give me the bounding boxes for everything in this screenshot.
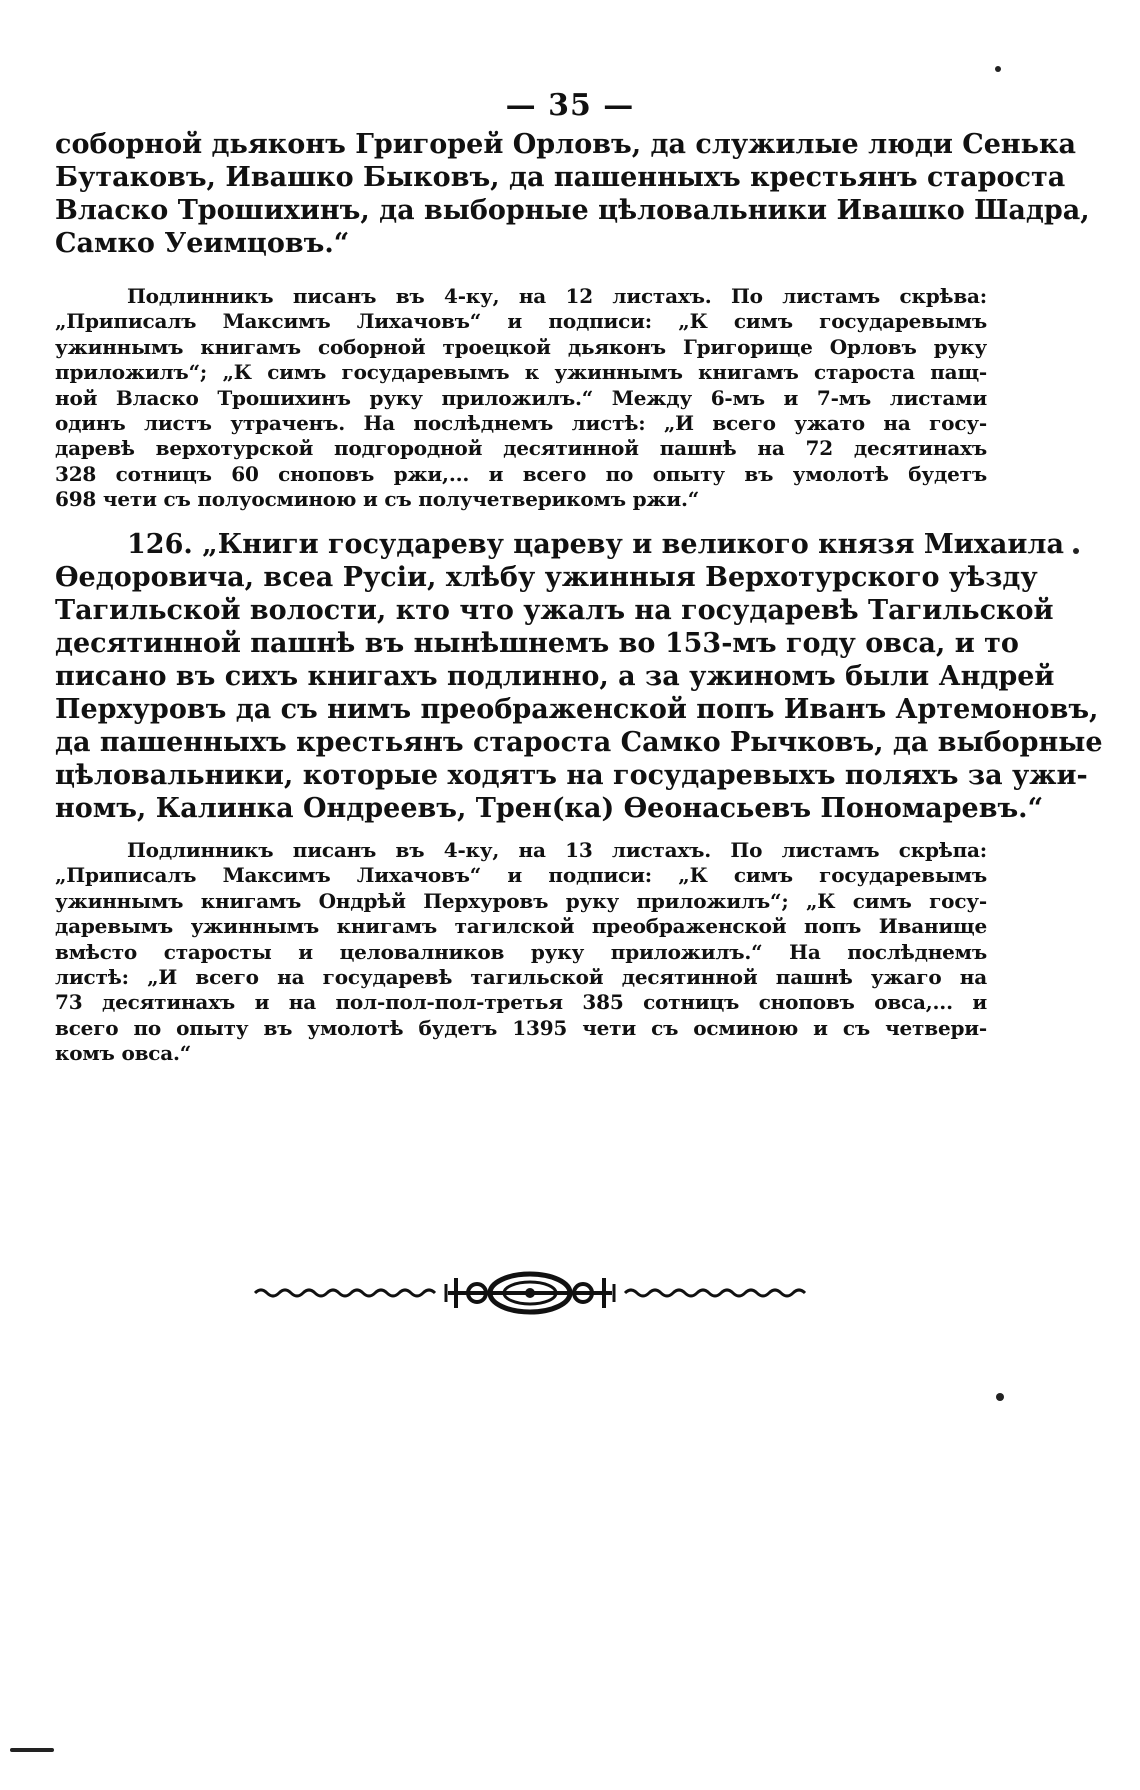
paragraph-continuation [55, 128, 1090, 260]
text-line: соборной дьяконъ Григорей Орловъ, да служилые люди Сенька [55, 129, 1077, 160]
text-line: номъ, Калинка Ондреевъ, Трен(ка) Өеонасьевъ Пономаревъ.“ [55, 793, 1044, 824]
text-line: одинъ листъ утраченъ. На послѣднемъ листѣ: „И всего ужато на госу- [55, 411, 987, 436]
text-line: листѣ: „И всего на государевѣ тагильской десятинной пашнѣ ужаго на [55, 965, 987, 990]
text-line: вмѣсто старосты и целовалников руку приложилъ.“ На послѣднемъ [55, 939, 987, 964]
scan-speck [996, 1393, 1004, 1401]
text-line: „Приписалъ Максимъ Лихачовъ“ и подписи: „К симъ государевымъ [55, 863, 987, 888]
text-line: даревымъ ужиннымъ книгамъ тагилской преображенской попъ Иванище [55, 914, 987, 939]
text-line: Самко Уеимцовъ.“ [55, 228, 350, 259]
text-line: даревѣ верхотурской подгородной десятинной пашнѣ на 72 десятинахъ [55, 436, 987, 461]
scan-speck [1073, 548, 1079, 554]
text-line: ужиннымъ книгамъ соборной троецкой дьяконъ Григорище Орловъ руку [55, 334, 987, 359]
scan-mark [10, 1748, 54, 1752]
text-line: всего по опыту въ умолотѣ будетъ 1395 чети съ осминою и съ четвери- [55, 1015, 987, 1040]
text-line: Бутаковъ, Ивашко Быковъ, да пашенныхъ крестьянъ староста [55, 162, 1066, 193]
text-line: Өедоровича, всеа Русіи, хлѣбу ужинныя Верхотурского уѣзду [55, 562, 1038, 593]
text-line: ной Власко Трошихинъ руку приложилъ.“ Между 6-мъ и 7-мъ листами [55, 385, 987, 410]
source-note-2 [55, 838, 987, 1067]
entry-126 [55, 528, 1103, 825]
page-number: — 35 — [505, 88, 635, 123]
text-line: Подлинникъ писанъ въ 4-ку, на 13 листахъ. По листамъ скрѣпа: [127, 838, 987, 862]
text-line: ужиннымъ книгамъ Ондрѣй Перхуровъ руку приложилъ“; „К симъ госу- [55, 888, 987, 913]
text-line: приложилъ“; „К симъ государевымъ к ужиннымъ книгамъ староста пащ- [55, 360, 987, 385]
text-line: Тагильской волости, кто что ужалъ на государевѣ Тагильской [55, 595, 1054, 626]
text-line: Перхуровъ да съ нимъ преображенской попъ Иванъ Артемоновъ, [55, 694, 1099, 725]
text-line: десятинной пашнѣ въ нынѣшнемъ во 153-мъ году овса, и то [55, 628, 1019, 659]
text-line: 698 чети съ полуосминою и съ получетверикомъ ржи.“ [55, 487, 700, 512]
text-line: „Приписалъ Максимъ Лихачовъ“ и подписи: „К симъ государевымъ [55, 309, 987, 334]
text-line: 126. „Книги государеву цареву и великого князя Михаила [127, 529, 1064, 560]
text-line: цѣловальники, которые ходятъ на государевыхъ поляхъ за ужи- [55, 760, 1088, 791]
ornament-divider [250, 1268, 810, 1318]
text-line: Подлинникъ писанъ въ 4-ку, на 12 листахъ. По листамъ скрѣва: [127, 284, 987, 308]
source-note-1 [55, 284, 987, 513]
text-line: писано въ сихъ книгахъ подлинно, а за ужиномъ были Андрей [55, 661, 1055, 692]
text-line: 328 сотницъ 60 сноповъ ржи,... и всего по опыту въ умолотѣ будетъ [55, 461, 987, 486]
scan-speck [995, 66, 1001, 72]
text-line: Власко Трошихинъ, да выборные цѣловальники Ивашко Шадра, [55, 195, 1090, 226]
text-line: 73 десятинахъ и на пол-пол-пол-третья 385 сотницъ сноповъ овса,... и [55, 990, 987, 1015]
text-line: да пашенныхъ крестьянъ староста Самко Рычковъ, да выборные [55, 727, 1103, 758]
text-line: комъ овса.“ [55, 1041, 192, 1066]
